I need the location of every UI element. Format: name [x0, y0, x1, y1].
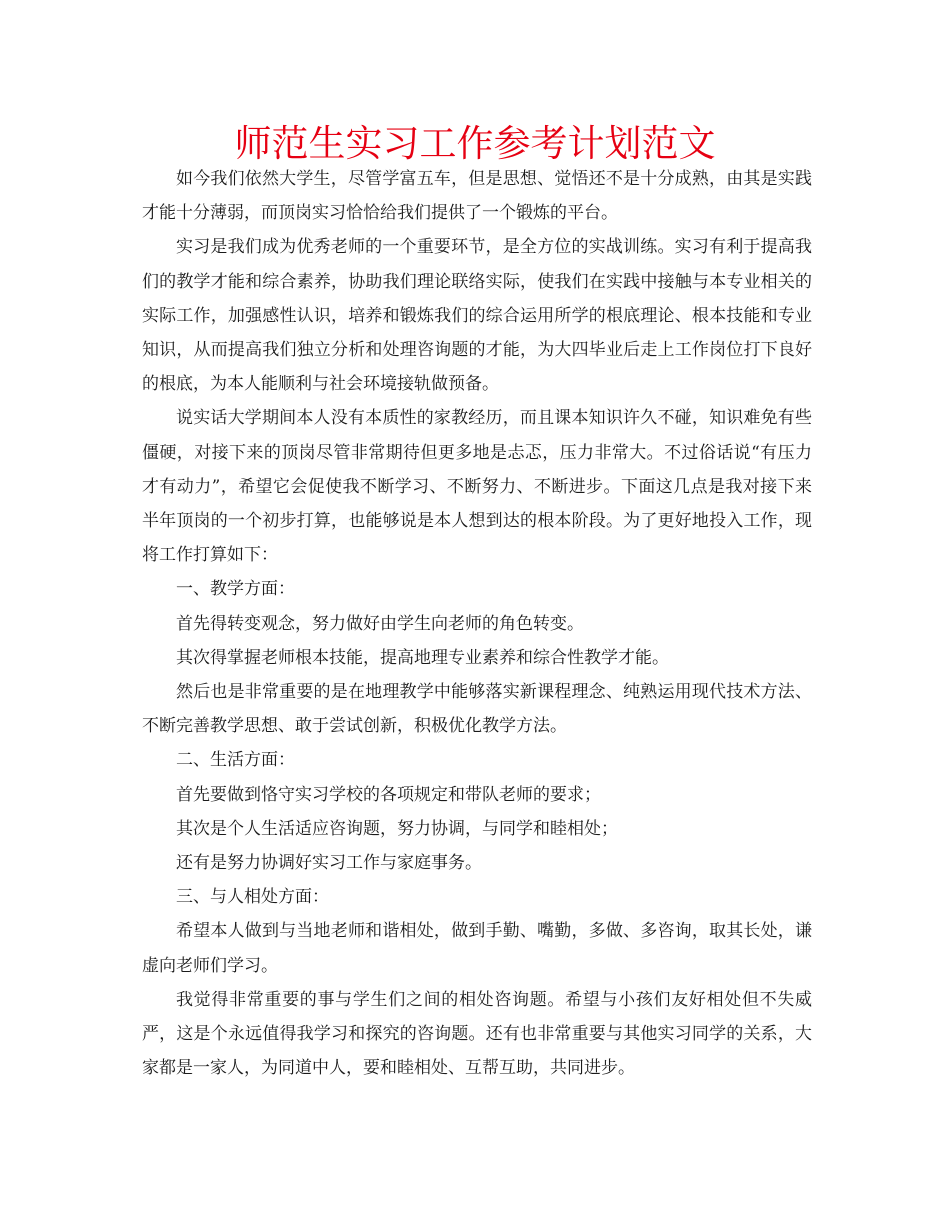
- paragraph: 实习是我们成为优秀老师的一个重要环节，是全方位的实战训练。实习有利于提高我们的教学才能和综合素养，协助我们理论联络实际，使我们在实践中接触与本专业相关的实际工作，加强感性认识，培养和锻炼我们的综合运用所学的根底理论、根本技能和专业知识，从而提高我们独立分析和处理咨询题的才能，为大四毕业后走上工作岗位打下良好的根底，为本人能顺利与社会环境接轨做预备。: [142, 237, 812, 395]
- paragraph: 其次是个人生活适应咨询题，努力协调，与同学和睦相处；: [176, 818, 618, 839]
- paragraph: 说实话大学期间本人没有本质性的家教经历，而且课本知识许久不碰，知识难免有些僵硬，对接下来的顶岗尽管非常期待但更多地是忐忑，压力非常大。不过俗话说“有压力才有动力”，希望它会促使我不断学习、不断努力、不断进步。下面这几点是我对接下来半年顶岗的一个初步打算，也能够说是本人想到达的根本阶段。为了更好地投入工作，现将工作打算如下：: [142, 408, 812, 566]
- paragraph: 希望本人做到与当地老师和谐相处，做到手勤、嘴勤，多做、多咨询，取其长处，谦虚向老师们学习。: [142, 921, 812, 976]
- section-heading-life: 二、生活方面：: [176, 750, 295, 771]
- paragraph: 如今我们依然大学生，尽管学富五车，但是思想、觉悟还不是十分成熟，由其是实践才能十分薄弱，而顶岗实习恰恰给我们提供了一个锻炼的平台。: [142, 169, 812, 224]
- paragraph: 首先要做到恪守实习学校的各项规定和带队老师的要求；: [176, 784, 601, 805]
- section-heading-relations: 三、与人相处方面：: [176, 887, 329, 908]
- paragraph: 还有是努力协调好实习工作与家庭事务。: [176, 853, 482, 874]
- document-body: [142, 162, 812, 1085]
- paragraph: 我觉得非常重要的事与学生们之间的相处咨询题。希望与小孩们友好相处但不失威严，这是个永远值得我学习和探究的咨询题。还有也非常重要与其他实习同学的关系，大家都是一家人，为同道中人，要和睦相处、互帮互助，共同进步。: [142, 989, 812, 1079]
- section-heading-teaching: 一、教学方面：: [176, 579, 295, 600]
- paragraph: 然后也是非常重要的是在地理教学中能够落实新课程理念、纯熟运用现代技术方法、不断完善教学思想、敢于尝试创新，积极优化教学方法。: [142, 682, 812, 737]
- paragraph: 其次得掌握老师根本技能，提高地理专业素养和综合性教学才能。: [176, 647, 669, 668]
- document-title: 师范生实习工作参考计划范文: [234, 122, 716, 165]
- paragraph: 首先得转变观念，努力做好由学生向老师的角色转变。: [176, 613, 584, 634]
